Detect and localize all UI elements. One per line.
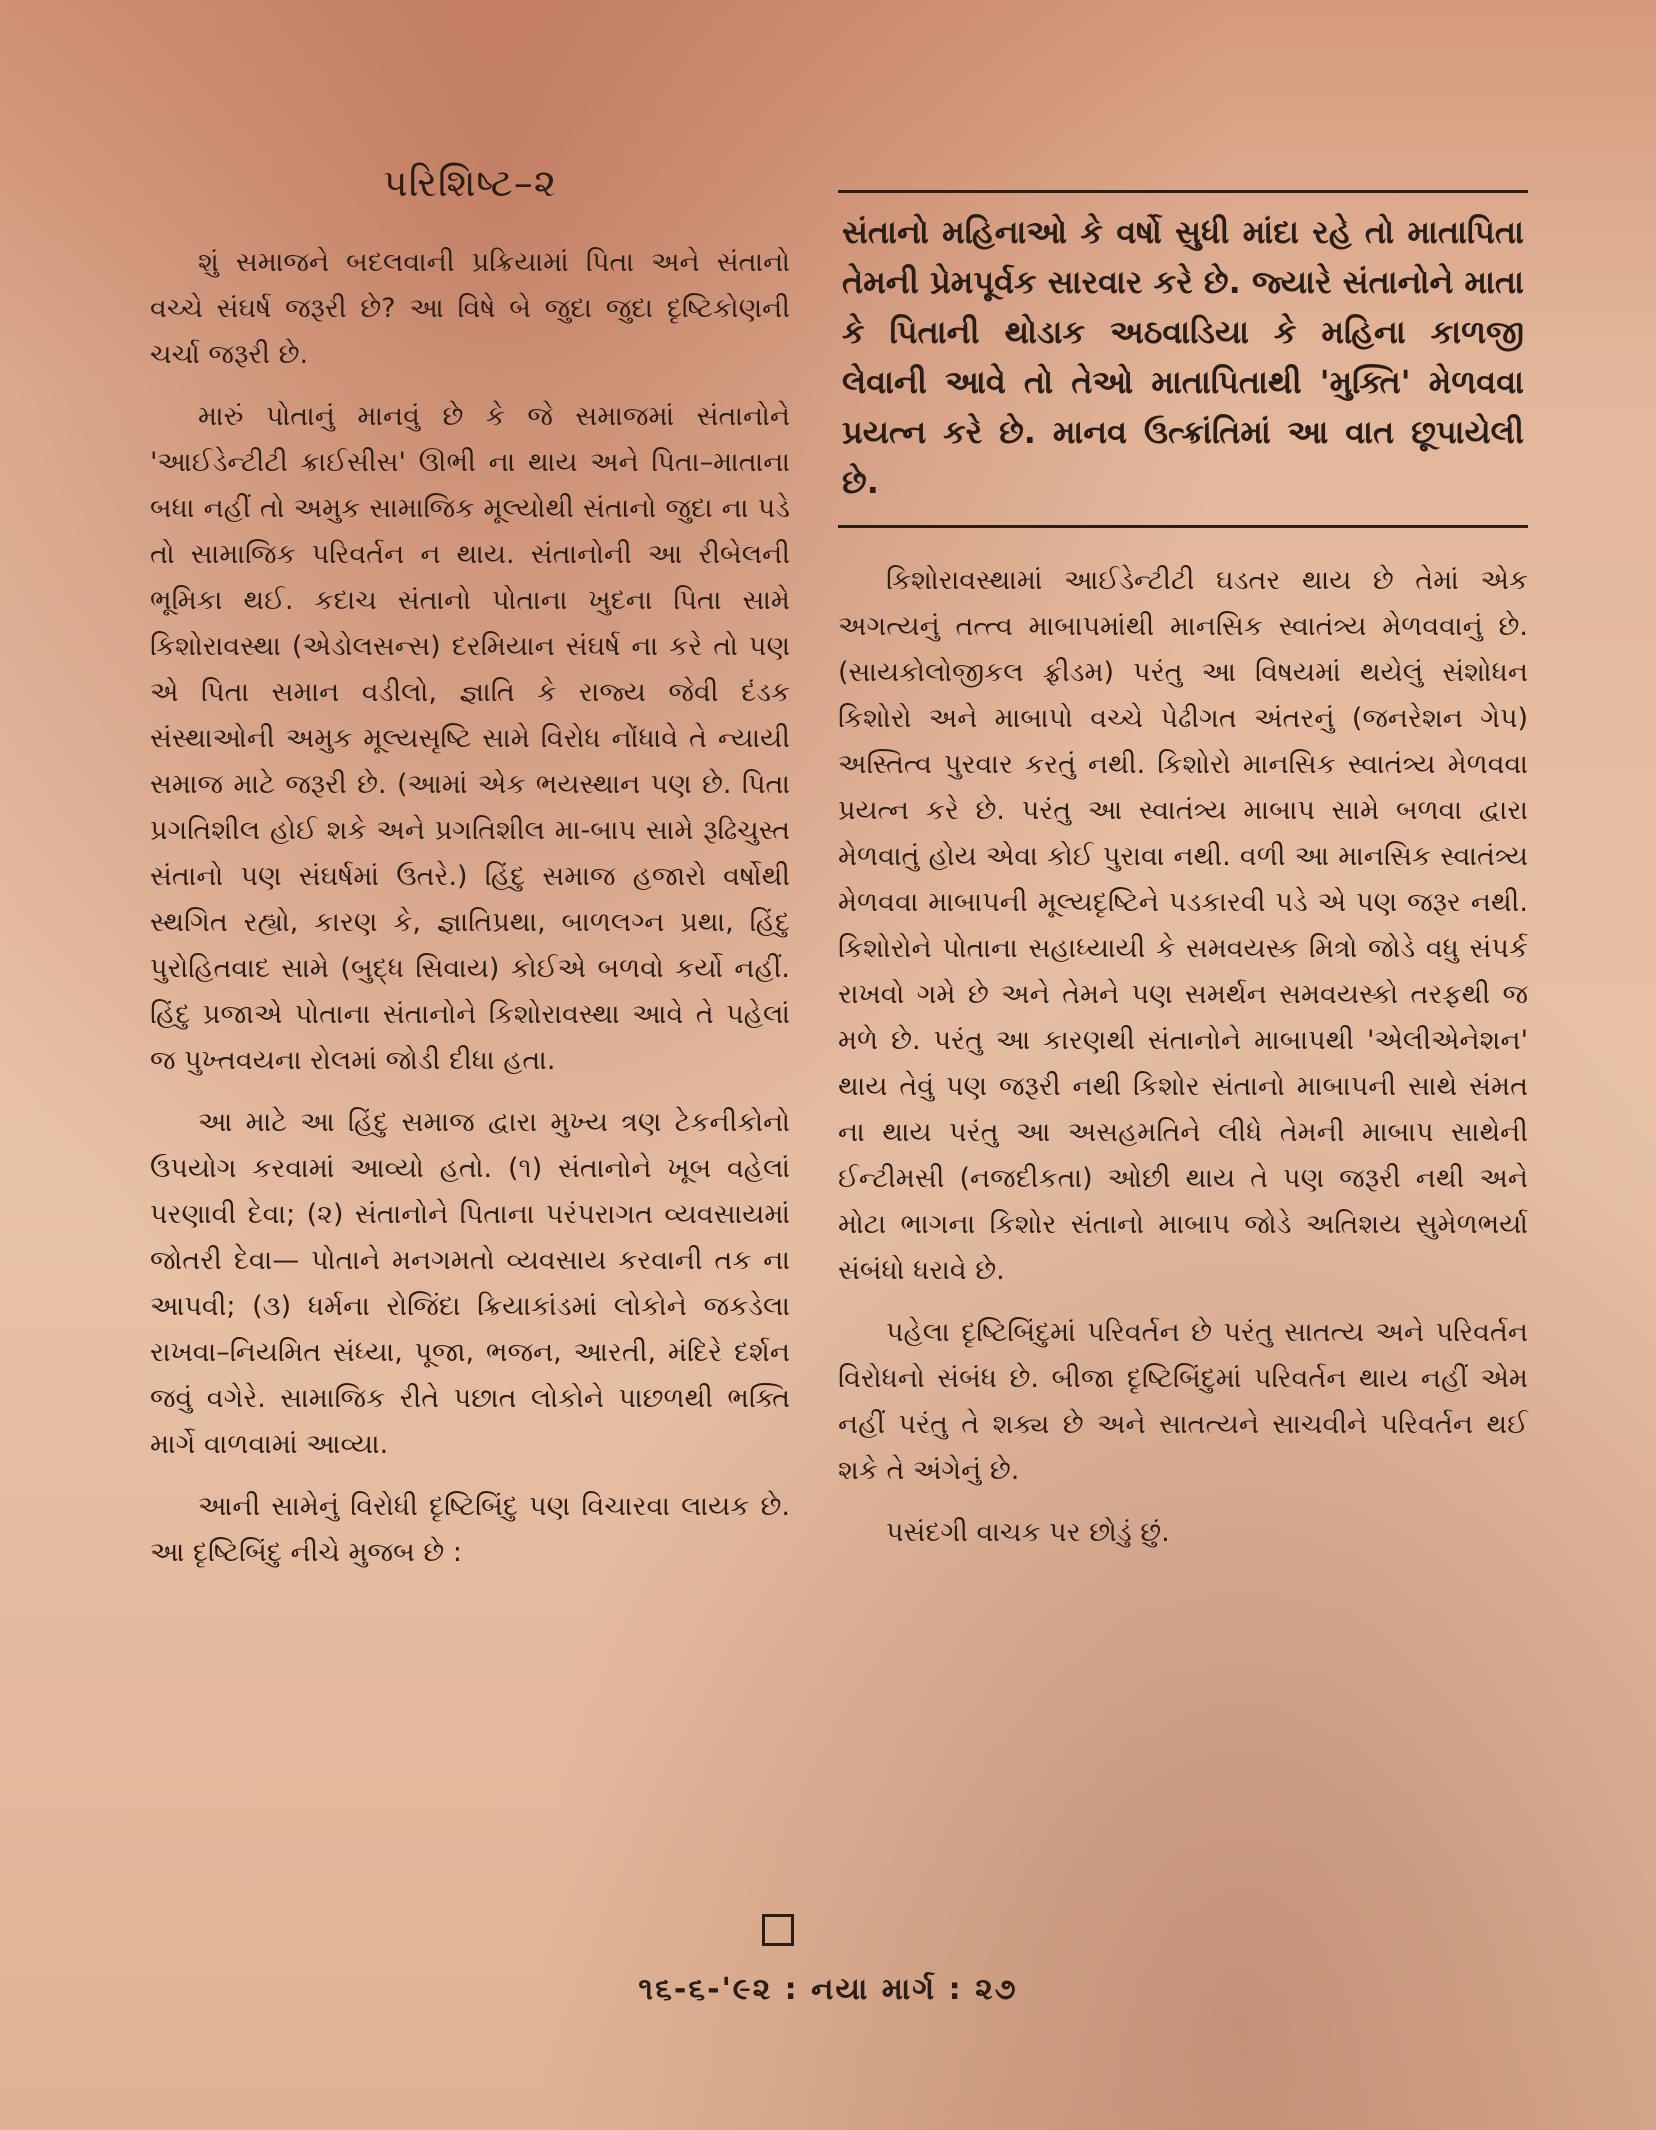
paragraph-opposing-view: આની સામેનું વિરોધી દૃષ્ટિબિંદુ પણ વિચારવા લાયક છે. આ દૃષ્ટિબિંદુ નીચે મુજબ છે : [150,1491,790,1568]
paragraph-adolescence: કિશોરાવસ્થામાં આઈડેન્ટીટી ઘડતર થાય છે તેમાં એક અગત્યનું તત્ત્વ માબાપમાંથી માનસિક સ્વાતંત્ર્ય મેળવવાનું છે. (સાયકોલોજીકલ ફ્રીડમ) પરંતુ આ વિષયમાં થયેલું સંશોધન કિશોરો અને માબાપો વચ્ચે પેઢીગત અંતરનું (જનરેશન ગેપ) અસ્તિત્વ પુરવાર કરતું નથી. કિશોરો માનસિક સ્વાતંત્ર્ય મેળવવા પ્રયત્ન કરે છે. પરંતુ આ સ્વાતંત્ર્ય માબાપ સામે બળવા દ્વારા મેળવાતું હોય એવા કોઈ પુરાવા નથી. વળી આ માનસિક સ્વાતંત્ર્ય મેળવવા માબાપની મૂલ્યદૃષ્ટિને પડકારવી પડે એ પણ જરૂર નથી. કિશોરોને પોતાના સહાધ્યાયી કે સમવયસ્ક મિત્રો જોડે વધુ સંપર્ક રાખવો ગમે છે અને તેમને પણ સમર્થન સમવયસ્કો તરફથી જ મળે છે. પરંતુ આ કારણથી સંતાનોને માબાપથી 'એલીએનેશન' થાય તેવું પણ જરૂરી નથી કિશોર સંતાનો માબાપની સાથે સંમત ના થાય પરંતુ આ અસહમતિને લીધે તેમની માબાપ સાથેની ઈન્ટીમસી (નજદીકતા) ઓછી થાય તે પણ જરૂરી નથી અને મોટા ભાગના કિશોર સંતાનો માબાપ જોડે અતિશય સુમેળભર્યા સંબંધો ધરાવે છે. [838,565,1528,1286]
paragraph-three-techniques: આ માટે આ હિંદુ સમાજ દ્વારા મુખ્ય ત્રણ ટેકનીકોનો ઉપયોગ કરવામાં આવ્યો હતો. (૧) સંતાનોને ખૂબ વહેલાં પરણાવી દેવા; (૨) સંતાનોને પિતાના પરંપરાગત વ્યવસાયમાં જોતરી દેવા— પોતાને મનગમતો વ્યવસાય કરવાની તક ના આપવી; (૩) ધર્મના રોજિંદા ક્રિયાકાંડમાં લોકોને જકડેલા રાખવા–નિયમિત સંધ્યા, પૂજા, ભજન, આરતી, મંદિરે દર્શન જવું વગેરે. સામાજિક રીતે પછાત લોકોને પાછળથી ભક્તિ માર્ગે વાળવામાં આવ્યા. [150,1107,790,1460]
page-footer: ૧૬-૬-'૯૨ : નયા માર્ગ : ૨૭ [638,1972,1018,2007]
appendix-heading: પરિશિષ્ટ–૨ [382,161,558,205]
right-column [838,190,1528,1572]
pull-quote: સંતાનો મહિનાઓ કે વર્ષો સુધી માંદા રહે તો માતાપિતા તેમની પ્રેમપૂર્વક સારવાર કરે છે. જ્યારે સંતાનોને માતા કે પિતાની થોડાક અઠવાડિયા કે મહિના કાળજી લેવાની આવે તો તેઓ માતાપિતાથી 'મુક્તિ' મેળવવા પ્રયત્ન કરે છે. માનવ ઉત્ક્રાંતિમાં આ વાત છૂપાયેલી છે. [838,190,1528,528]
end-of-article-square-icon [762,1914,794,1946]
paragraph-first-view: મારું પોતાનું માનવું છે કે જે સમાજમાં સંતાનોને 'આઈડેન્ટીટી ક્રાઈસીસ' ઊભી ના થાય અને પિતા–માતાના બધા નહીં તો અમુક સામાજિક મૂલ્યોથી સંતાનો જુદા ના પડે તો સામાજિક પરિવર્તન ન થાય. સંતાનોની આ રીબેલની ભૂમિકા થઈ. કદાચ સંતાનો પોતાના ખુદના પિતા સામે કિશોરાવસ્થા (એડોલસન્સ) દરમિયાન સંઘર્ષ ના કરે તો પણ એ પિતા સમાન વડીલો, જ્ઞાતિ કે રાજ્ય જેવી દંડક સંસ્થાઓની અમુક મૂલ્યસૃષ્ટિ સામે વિરોધ નોંધાવે તે ન્યાયી સમાજ માટે જરૂરી છે. (આમાં એક ભયસ્થાન પણ છે. પિતા પ્રગતિશીલ હોઈ શકે અને પ્રગતિશીલ મા-બાપ સામે રૂઢિચુસ્ત સંતાનો પણ સંઘર્ષમાં ઉતરે.) હિંદુ સમાજ હજારો વર્ષોથી સ્થગિત રહ્યો, કારણ કે, જ્ઞાતિપ્રથા, બાળલગ્ન પ્રથા, હિંદુ પુરોહિતવાદ સામે (બુદ્ધ સિવાય) કોઈએ બળવો કર્યો નહીં. હિંદુ પ્રજાએ પોતાના સંતાનોને કિશોરાવસ્થા આવે તે પહેલાં જ પુખ્તવયના રોલમાં જોડી દીધા હતા. [150,401,790,1076]
left-column [150,160,790,1592]
paragraph-intro: શું સમાજને બદલવાની પ્રક્રિયામાં પિતા અને સંતાનો વચ્ચે સંઘર્ષ જરૂરી છે? આ વિષે બે જુદા જુદા દૃષ્ટિકોણની ચર્ચા જરૂરી છે. [150,247,790,370]
paragraph-closing: પસંદગી વાચક પર છોડું છું. [886,1517,1170,1548]
paragraph-comparison: પહેલા દૃષ્ટિબિંદુમાં પરિવર્તન છે પરંતુ સાતત્ય અને પરિવર્તન વિરોધનો સંબંધ છે. બીજા દૃષ્ટિબિંદુમાં પરિવર્તન થાય નહીં એમ નહીં પરંતુ તે શક્ય છે અને સાતત્યને સાચવીને પરિવર્તન થઈ શકે તે અંગેનું છે. [838,1317,1528,1486]
